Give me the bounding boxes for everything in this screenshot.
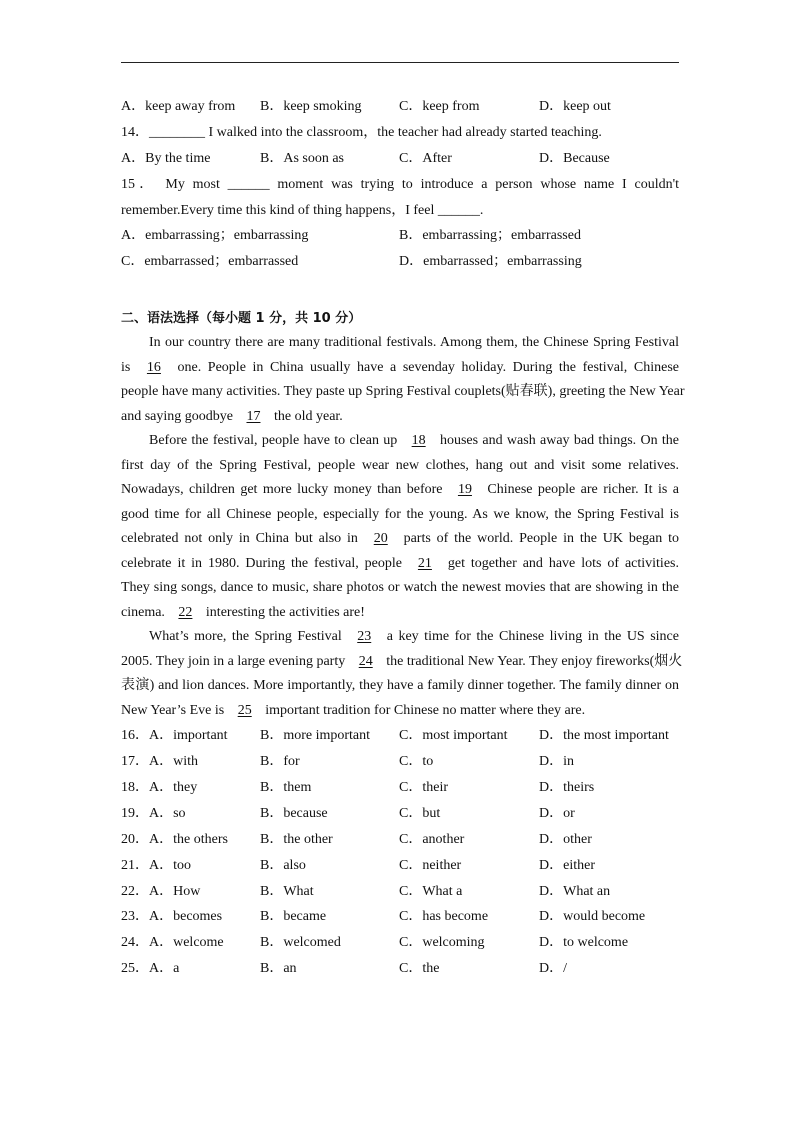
blank-22: 22 [178, 604, 193, 620]
question-number: 25． [121, 961, 149, 977]
passage-line [121, 650, 683, 675]
passage-line [121, 429, 679, 454]
q14-option-c: C．After [399, 150, 452, 166]
option-d: D．What an [539, 883, 611, 899]
question-number: 16． [121, 728, 149, 744]
option-a: A．with [149, 754, 198, 770]
option-a: A．so [149, 805, 186, 821]
question-row [121, 956, 679, 982]
question-row [121, 723, 679, 749]
passage-text: houses and wash away bad things. On the [435, 433, 679, 449]
q14-options [121, 146, 679, 172]
option-d: D．or [539, 805, 575, 821]
passage-text: cinema. [121, 604, 169, 620]
option-a: A．they [149, 780, 198, 796]
question-row [121, 749, 679, 775]
blank-19: 19 [457, 482, 472, 498]
passage-line [121, 503, 679, 528]
passage-text: Chinese people are richer. It is a [481, 482, 680, 498]
passage-text: people have many activities. They paste up Spring Festival couplets(贴春联), greeting the New Year [121, 384, 685, 400]
question-number: 21． [121, 857, 149, 873]
passage-line [121, 380, 685, 405]
passage-line [121, 405, 679, 430]
option-c: C．but [399, 805, 441, 821]
question-row [121, 827, 679, 853]
blank-20: 20 [373, 531, 388, 547]
q13-option-a: A．keep away from [121, 99, 236, 114]
question-row [121, 801, 679, 827]
passage-line [121, 478, 679, 503]
question-row [121, 775, 679, 801]
passage-line [121, 601, 679, 626]
passage-line [121, 356, 679, 381]
question-number: 20． [121, 831, 149, 847]
option-c: C．What a [399, 883, 463, 899]
question-number: 22． [121, 883, 149, 899]
passage-text: the traditional New Year. They enjoy fireworks(烟火 [382, 653, 683, 669]
option-d: D．the most important [539, 728, 669, 744]
passage-text: get together and have lots of activities. [441, 555, 679, 571]
blank-21: 21 [417, 555, 432, 571]
option-c: C．another [399, 831, 465, 847]
question-number: 24． [121, 935, 149, 951]
option-a: A．becomes [149, 909, 223, 925]
q15-stem-line1: 15． My most ______ moment was trying to introduce a person whose name I couldn't [121, 176, 679, 192]
option-b: B．also [260, 857, 306, 873]
option-b: B．because [260, 805, 328, 821]
q15-option-a: A．embarrassing；embarrassing [121, 228, 309, 244]
blank-17: 17 [246, 408, 261, 424]
blank-23: 23 [357, 629, 372, 645]
passage-text: good time for all Chinese people, especially for the young. As we know, the Spring Festival is [121, 506, 679, 522]
option-d: D．either [539, 857, 595, 873]
option-c: C．has become [399, 909, 489, 925]
option-a: A．important [149, 728, 228, 744]
option-d: D．would become [539, 909, 646, 925]
q15-option-c: C．embarrassed；embarrassed [121, 254, 299, 270]
passage-text: They sing songs, dance to music, share photos or watch the newest movies that are showing in the [121, 580, 679, 596]
option-c: C．the [399, 961, 440, 977]
option-d: D．theirs [539, 780, 595, 796]
q13-options [121, 94, 679, 120]
passage-line [121, 454, 679, 479]
passage-text: parts of the world. People in the UK began to [397, 531, 680, 547]
passage-line [121, 699, 679, 724]
option-a: A．a [149, 961, 180, 977]
question-row [121, 879, 679, 905]
blank-25: 25 [237, 702, 252, 718]
q14-option-d: D．Because [539, 150, 610, 166]
question-row [121, 904, 679, 930]
q15-stem-line2: remember.Every time this kind of thing happens，I feel ______. [121, 202, 484, 218]
passage-text: 2005. They join in a large evening party [121, 653, 349, 669]
q14-option-b: B．As soon as [260, 150, 345, 166]
passage-text: first day of the Spring Festival, people wear new clothes, hang out and visit some relatives. [121, 457, 679, 473]
q14-stem: 14．________ I walked into the classroom，the teacher had already started teaching. [121, 124, 602, 140]
passage-text: celebrate it in 1980. During the festival, people [121, 555, 408, 571]
passage-text: Before the festival, people have to clean up [149, 433, 402, 449]
blank-18: 18 [411, 433, 426, 449]
option-b: B．What [260, 883, 314, 899]
passage-line [121, 576, 679, 601]
q13-option-c: C．keep from [399, 99, 480, 114]
question-number: 19． [121, 805, 149, 821]
q15-option-b: B．embarrassing；embarrassed [399, 228, 581, 244]
passage-text: interesting the activities are! [202, 604, 365, 620]
passage-text: important tradition for Chinese no matter where they are. [261, 702, 586, 718]
passage-text: 表演) and lion dances. More importantly, they have a family dinner together. The family dinner on [121, 678, 679, 694]
passage-line [121, 552, 679, 577]
passage-text: a key time for the Chinese living in the US since [381, 629, 679, 645]
option-d: D．in [539, 754, 574, 770]
option-a: A．the others [149, 831, 228, 847]
question-row [121, 930, 679, 956]
passage-line [121, 527, 679, 552]
option-c: C．welcoming [399, 935, 485, 951]
passage-text: What’s more, the Spring Festival [149, 629, 348, 645]
section-title: 二、语法选择（每小题 1 分，共 10 分） [121, 311, 362, 327]
blank-24: 24 [358, 653, 373, 669]
passage-text: New Year’s Eve is [121, 702, 228, 718]
passage-text: Nowadays, children get more lucky money than before [121, 482, 448, 498]
page-content [121, 94, 685, 982]
passage-text: celebrated not only in China but also in [121, 531, 364, 547]
option-b: B．the other [260, 831, 333, 847]
q15-options-ab [121, 223, 679, 249]
option-b: B．welcomed [260, 935, 341, 951]
option-c: C．their [399, 780, 448, 796]
cloze-questions [121, 723, 679, 982]
passage-text: is [121, 359, 137, 375]
passage-text: the old year. [270, 408, 343, 424]
option-d: D．/ [539, 961, 567, 977]
header-rule [121, 62, 679, 63]
option-a: A．welcome [149, 935, 224, 951]
blank-16: 16 [146, 359, 161, 375]
q15-option-d: D．embarrassed；embarrassing [399, 254, 582, 270]
option-d: D．to welcome [539, 935, 629, 951]
passage-text: and saying goodbye [121, 408, 237, 424]
option-b: B．more important [260, 728, 371, 744]
option-a: A．too [149, 857, 191, 873]
option-b: B．an [260, 961, 297, 977]
option-c: C．to [399, 754, 434, 770]
q15-options-cd [121, 249, 679, 275]
q14-option-a: A．By the time [121, 150, 211, 166]
option-c: C．most important [399, 728, 508, 744]
option-d: D．other [539, 831, 592, 847]
option-b: B．became [260, 909, 327, 925]
passage-text: In our country there are many traditional festivals. Among them, the Chinese Spring Festival [149, 335, 679, 351]
option-b: B．for [260, 754, 300, 770]
option-a: A．How [149, 883, 201, 899]
q13-option-d: D．keep out [539, 99, 611, 114]
question-row [121, 853, 679, 879]
question-number: 23． [121, 909, 149, 925]
passage-text: one. People in China usually have a sevenday holiday. During the festival, Chinese [170, 359, 679, 375]
q13-option-b: B．keep smoking [260, 99, 362, 114]
question-number: 17． [121, 754, 149, 770]
passage-line [121, 331, 679, 356]
passage-line [121, 625, 679, 650]
question-number: 18． [121, 780, 149, 796]
passage-line [121, 674, 679, 699]
option-c: C．neither [399, 857, 462, 873]
option-b: B．them [260, 780, 312, 796]
cloze-passage [121, 331, 685, 723]
